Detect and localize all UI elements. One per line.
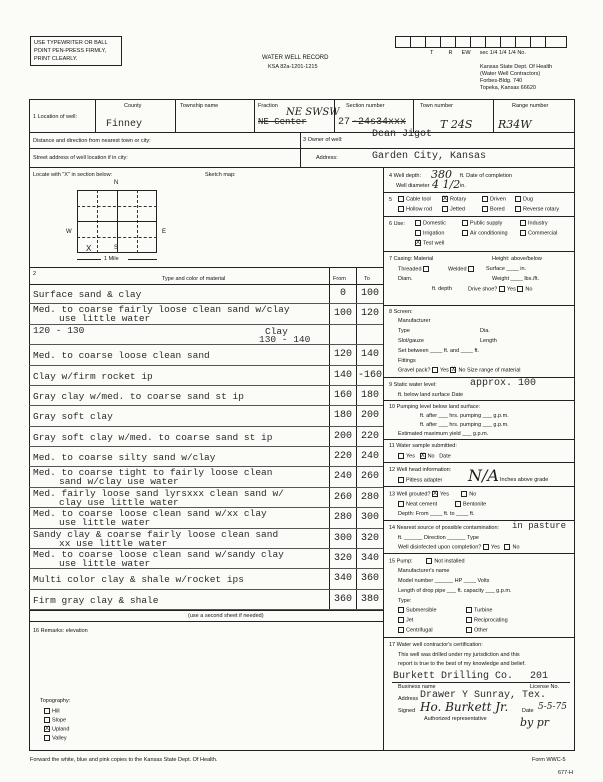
- grouted-bentonite[interactable]: Bentonite: [455, 501, 486, 508]
- lithology-to[interactable]: 120: [360, 308, 379, 320]
- screen-fittings: Fittings: [398, 358, 416, 364]
- lithology-description-note[interactable]: Clay: [265, 325, 288, 337]
- static-level-tail: ft. below land surface Date: [398, 392, 464, 398]
- lithology-description[interactable]: Clay w/firm rocket ip: [33, 370, 153, 382]
- pumping-level-label: 10 Pumping level below land surface:: [389, 404, 481, 410]
- lithology-to[interactable]: 140: [360, 349, 379, 361]
- screen-length: Length: [480, 338, 497, 344]
- lithology-description[interactable]: Gray clay w/med. to coarse sand st ip: [33, 390, 244, 402]
- contamination-value[interactable]: in pasture: [512, 521, 567, 531]
- agency-line-4: Topeka, Kansas 66620: [480, 85, 536, 91]
- lithology-from[interactable]: 180: [333, 410, 352, 422]
- lithology-to[interactable]: 100: [360, 288, 379, 299]
- lithology-row: [29, 529, 383, 549]
- lithology-description[interactable]: Med. to coarse loose clean sand w/sandy clay: [33, 548, 284, 560]
- agency-line-2: (Water Well Contractors): [480, 71, 541, 77]
- depth-tail: ft. Date of completion: [460, 173, 512, 179]
- town-label: Town number: [420, 103, 454, 109]
- lithology-description[interactable]: Med. to coarse tight to fairly loose clean: [33, 467, 273, 479]
- pump-centrifugal[interactable]: Centrifugal: [398, 627, 433, 634]
- east-label: E: [162, 229, 167, 235]
- depth-value[interactable]: 380: [431, 168, 452, 181]
- casing-surface[interactable]: Surface ____ in.: [486, 266, 527, 272]
- screen-label: 8 Screen:: [389, 309, 413, 315]
- drill-method-cable-tool[interactable]: Cable tool: [398, 196, 431, 203]
- lithology-from[interactable]: 340: [333, 573, 352, 585]
- lithology-from[interactable]: 120: [333, 349, 352, 361]
- fraction-label: Fraction: [258, 103, 278, 109]
- lithology-from[interactable]: 300: [333, 532, 352, 544]
- north-label: N: [114, 180, 119, 186]
- range-value[interactable]: R34W: [498, 118, 532, 131]
- section-struck: -24s34xxx: [352, 117, 407, 128]
- drill-method-hollow-rod[interactable]: Hollow rod: [398, 206, 432, 213]
- lithology-from[interactable]: 320: [333, 552, 352, 564]
- town-value[interactable]: T 24S: [440, 118, 473, 131]
- owner-label: 3 Owner of well:: [303, 137, 343, 143]
- use-label: 6 Use:: [389, 221, 405, 227]
- pump-jet[interactable]: Jet: [398, 617, 413, 624]
- casing-depth: ft. depth: [432, 286, 452, 292]
- well-head-pitless[interactable]: Pitless adapter: [398, 477, 442, 484]
- well-head-value[interactable]: N/A: [468, 466, 499, 485]
- topography-label: Topography:: [40, 698, 71, 704]
- lithology-from[interactable]: 220: [333, 451, 352, 462]
- lithology-to[interactable]: 220: [360, 430, 379, 442]
- drill-method-driven[interactable]: Driven: [482, 196, 506, 203]
- address-value[interactable]: Garden City, Kansas: [372, 151, 487, 162]
- casing-label: 7 Casing: Material: [389, 256, 434, 262]
- lithology-row: [29, 488, 383, 508]
- lithology-to[interactable]: 200: [360, 410, 379, 422]
- instructions-line-2: POINT PEN-PRESS FIRMLY,: [34, 48, 107, 54]
- business-name-label: Business name: [398, 684, 436, 690]
- township-label: Township name: [180, 103, 219, 109]
- lithology-description[interactable]: Gray soft clay w/med. to coarse sand st ip: [33, 431, 273, 443]
- business-name-value[interactable]: Burkett Drilling Co.: [393, 671, 514, 682]
- section-2-number: 2: [33, 271, 37, 277]
- lithology-to[interactable]: 320: [360, 532, 379, 544]
- lithology-description[interactable]: Med. to coarse loose clean sand w/xx clay: [33, 508, 267, 520]
- grouted-depth: Depth: From ____ ft. to ____ ft.: [398, 511, 475, 517]
- use-air-conditioning[interactable]: Air conditioning: [462, 230, 508, 237]
- pump-other[interactable]: Other: [466, 627, 488, 634]
- static-level-label: 9 Static water level:: [389, 382, 437, 388]
- mile-label: 1 Mile: [104, 256, 119, 262]
- well-location-mark: X: [86, 244, 92, 254]
- pump-type-label: Type:: [398, 598, 412, 604]
- screen-manufacturer: Manufacturer: [398, 318, 431, 324]
- date-label: Date: [522, 708, 534, 714]
- pump-manufacturer: Manufacturer's name: [398, 568, 450, 574]
- instructions-line-3: PRINT CLEARLY.: [34, 56, 78, 62]
- lithology-row: [29, 325, 383, 345]
- material-column-header: Type and color of material: [162, 276, 226, 282]
- topography-upland[interactable]: X Upland: [45, 726, 70, 733]
- locate-label: Locate with "X" in section below:: [33, 172, 113, 178]
- certification-line-1: This well was drilled under my jurisdiction and this: [398, 652, 520, 658]
- diameter-label: Well diameter: [396, 183, 430, 189]
- lithology-description[interactable]: Gray soft clay: [33, 411, 113, 423]
- lithology-to[interactable]: 180: [360, 389, 379, 401]
- drill-method-dug[interactable]: Dug: [515, 196, 533, 203]
- lithology-from[interactable]: 260: [333, 491, 352, 503]
- instructions-line-1: USE TYPEWRITER OR BALL: [34, 40, 108, 46]
- pumping-level-row-2: ft. after ___ hrs. pumping ___ g.p.m.: [420, 422, 509, 428]
- well-head-label: 12 Well head information:: [389, 467, 452, 473]
- topography-valley[interactable]: Valley: [44, 735, 67, 742]
- form-title: WATER WELL RECORD: [262, 55, 329, 61]
- section-label: Section number: [346, 103, 385, 109]
- grouted-neat-cement[interactable]: Neat cement: [398, 501, 437, 508]
- lithology-row: [29, 284, 383, 304]
- form-statute: KSA 82a-1201-1215: [268, 64, 318, 70]
- use-commercial[interactable]: Commercial: [520, 230, 557, 237]
- lithology-to[interactable]: 340: [360, 552, 379, 564]
- lithology-from[interactable]: 240: [333, 471, 352, 483]
- cert-address-label: Address: [398, 696, 419, 702]
- water-sample-label: 11 Water sample submitted:: [389, 443, 457, 449]
- lithology-row: [29, 590, 383, 610]
- lithology-to[interactable]: 240: [360, 451, 379, 462]
- signed-label: Signed: [398, 708, 416, 714]
- contamination-details: ft. ______ Direction ______ Type: [398, 535, 479, 541]
- lithology-to[interactable]: -160: [357, 369, 382, 381]
- lithology-from[interactable]: 0: [339, 288, 346, 299]
- screen-gravel-pack[interactable]: Gravel pack? Yes X No Size range of material: [398, 367, 521, 374]
- certification-label: 17 Water well contractor's certification:: [389, 642, 483, 648]
- pump-model: Model number ______ HP ____ Volts: [398, 578, 490, 584]
- casing-height: Height: above/below: [492, 256, 542, 262]
- lithology-row: [29, 406, 383, 426]
- lithology-row: [29, 345, 383, 365]
- pump-label[interactable]: 15 Pump: Not installed: [389, 558, 465, 565]
- lithology-to[interactable]: 300: [360, 512, 379, 524]
- s5-number: 5: [389, 197, 393, 203]
- range-label: Range number: [512, 103, 549, 109]
- use-irrigation[interactable]: Irrigation: [415, 230, 444, 237]
- casing-threaded[interactable]: Threaded: [398, 266, 431, 273]
- lithology-to[interactable]: 280: [360, 491, 379, 503]
- owner-value[interactable]: Dean Jigot: [372, 129, 433, 140]
- location-code-boxes[interactable]: [395, 36, 567, 48]
- lithology-from[interactable]: 200: [333, 430, 352, 442]
- lithology-row: [29, 386, 383, 406]
- use-public-supply[interactable]: Public supply: [462, 220, 502, 227]
- lithology-row: [29, 508, 383, 528]
- topography-slope[interactable]: Slope: [44, 717, 66, 724]
- casing-diam: Diam.: [398, 276, 413, 282]
- to-column-header: To: [364, 276, 370, 282]
- county-value[interactable]: Finney: [106, 119, 143, 130]
- certification-line-2: report is true to the best of my knowledge and belief.: [398, 661, 526, 667]
- county-label: County: [124, 103, 142, 109]
- footer-corner-code: 677-H: [558, 770, 573, 776]
- static-level-value[interactable]: approx. 100: [470, 378, 537, 389]
- lithology-row: [29, 549, 383, 569]
- street-label: Street address of well location if in city:: [33, 155, 128, 161]
- lithology-description-continued[interactable]: clay use little water: [59, 496, 179, 508]
- section-value[interactable]: 27: [338, 117, 351, 128]
- screen-type: Type: [398, 328, 410, 334]
- use-test-well[interactable]: X Test well: [416, 240, 445, 247]
- lithology-row: [29, 569, 383, 589]
- cert-address-value[interactable]: Drawer Y Sunray, Tex.: [420, 690, 547, 701]
- lithology-description[interactable]: Med. to coarse silty sand w/clay: [33, 452, 216, 463]
- diameter-value[interactable]: 4 1/2: [432, 178, 461, 191]
- lithology-description-continued[interactable]: use little water: [59, 517, 151, 529]
- remarks-label: 16 Remarks: elevation: [33, 628, 88, 634]
- lithology-description[interactable]: Med. to coarse fairly loose clean sand w/clay: [33, 304, 290, 316]
- lithology-description[interactable]: Multi color clay & shale w/rocket ips: [33, 574, 244, 586]
- signature-initials: by pr: [520, 716, 550, 729]
- lithology-row: [29, 427, 383, 447]
- lithology-row: [29, 467, 383, 487]
- signature[interactable]: Ho. Burkett Jr.: [420, 700, 509, 714]
- fraction-value[interactable]: NE SWSW: [286, 107, 340, 118]
- lithology-row: [29, 447, 383, 467]
- water-sample-options[interactable]: Yes X No Date: [398, 453, 451, 460]
- agency-line-1: Kansas State Dept. Of Health: [480, 64, 553, 70]
- lithology-description-continued[interactable]: sand w/clay use water: [59, 476, 179, 488]
- pump-submersible[interactable]: Submersible: [398, 607, 437, 614]
- from-column-header: From: [333, 276, 346, 282]
- depth-label: 4 Well depth:: [389, 173, 422, 179]
- footer-form-number: Form WWC-5: [532, 757, 566, 763]
- lithology-to[interactable]: 260: [360, 471, 379, 483]
- drill-method-bored[interactable]: Bored: [482, 206, 505, 213]
- sketch-map-label: Sketch map:: [205, 172, 236, 178]
- lithology-description-continued[interactable]: xx use little water: [59, 537, 168, 549]
- lithology-description[interactable]: 120 - 130: [33, 324, 85, 336]
- lithology-from[interactable]: 280: [333, 512, 352, 524]
- lithology-from[interactable]: 100: [333, 308, 352, 320]
- drill-method-reverse-rotary[interactable]: Reverse rotary: [515, 206, 559, 213]
- lithology-from[interactable]: 140: [333, 369, 352, 381]
- pumping-level-row-1: ft. after ___ hrs. pumping ___ g.p.m.: [420, 413, 509, 419]
- casing-drive-shoe[interactable]: Drive shoe? Yes No: [468, 286, 533, 293]
- license-value[interactable]: 201: [530, 671, 549, 682]
- casing-weight: Weight ____ lbs./ft.: [492, 276, 539, 282]
- distance-label: Distance and direction from nearest town or city:: [33, 138, 151, 144]
- drill-method-rotary[interactable]: X Rotary: [443, 196, 467, 203]
- diameter-unit: in.: [460, 183, 466, 189]
- footer-forward-note: Forward the white, blue and pink copies to the Kansas State Dept. Of Health.: [30, 757, 218, 763]
- pumping-level-estimate: Estimated maximum yield ___ g.p.m.: [398, 431, 489, 437]
- pump-drop-pipe: Length of drop pipe ___ ft. capacity ___ g.p.m.: [398, 588, 512, 594]
- location-label: 1 Location of well:: [33, 114, 78, 120]
- lithology-description-continued[interactable]: use little water: [59, 557, 151, 569]
- lithology-row: [29, 366, 383, 386]
- lithology-description[interactable]: Sandy clay & coarse fairly loose clean sand: [33, 528, 279, 540]
- lithology-description-continued[interactable]: 130 - 140: [259, 333, 311, 345]
- grouted-label[interactable]: 13 Well grouted? X Yes No: [389, 491, 477, 498]
- lithology-to[interactable]: 380: [360, 593, 379, 605]
- address-label: Address:: [316, 155, 338, 161]
- fraction-struck: NE Center: [258, 117, 307, 127]
- lithology-to[interactable]: 360: [360, 573, 379, 585]
- lithology-description[interactable]: Surface sand & clay: [33, 289, 142, 300]
- pump-turbine[interactable]: Turbine: [466, 607, 492, 614]
- casing-welded[interactable]: Welded: [448, 266, 476, 273]
- license-label: License No.: [530, 684, 560, 690]
- lithology-from[interactable]: 360: [333, 593, 352, 605]
- pump-reciprocating[interactable]: Reciprocating: [466, 617, 508, 624]
- lithology-description[interactable]: Firm gray clay & shale: [33, 594, 159, 606]
- lithology-description[interactable]: Med. to coarse loose clean sand: [33, 350, 210, 362]
- contamination-label: 14 Nearest source of possible contamination:: [389, 525, 500, 531]
- west-label: W: [66, 229, 72, 235]
- lithology-description[interactable]: Med. fairly loose sand lyrsxxx clean sand w/: [33, 487, 284, 499]
- location-code-labels: T R EW sec 1/4 1/4 1/4 No.: [430, 50, 526, 56]
- screen-dia: Dia.: [480, 328, 490, 334]
- lithology-from[interactable]: 160: [333, 389, 352, 401]
- well-head-above: Inches above grade: [500, 477, 549, 483]
- authorized-label: Authorized representative: [424, 716, 487, 722]
- lithology-description-continued[interactable]: use little water: [59, 313, 151, 325]
- date-value[interactable]: 5-5-75: [538, 702, 567, 712]
- screen-set-between: Set between ____ ft. and ____ ft.: [398, 348, 480, 354]
- lithology-row: [29, 304, 383, 324]
- topography-hill[interactable]: Hill: [44, 708, 60, 715]
- drill-method-jetted[interactable]: Jetted: [442, 206, 465, 213]
- use-industry[interactable]: Industry: [520, 220, 548, 227]
- second-sheet-note: (use a second sheet if needed): [188, 613, 264, 619]
- screen-slot: Slot/gauze: [398, 338, 424, 344]
- use-domestic[interactable]: Domestic: [415, 220, 446, 227]
- disinfected[interactable]: Well disinfected upon completion? Yes No: [398, 544, 520, 551]
- south-label: S: [114, 245, 119, 251]
- agency-line-3: Forbes-Bldg. 740: [480, 78, 523, 84]
